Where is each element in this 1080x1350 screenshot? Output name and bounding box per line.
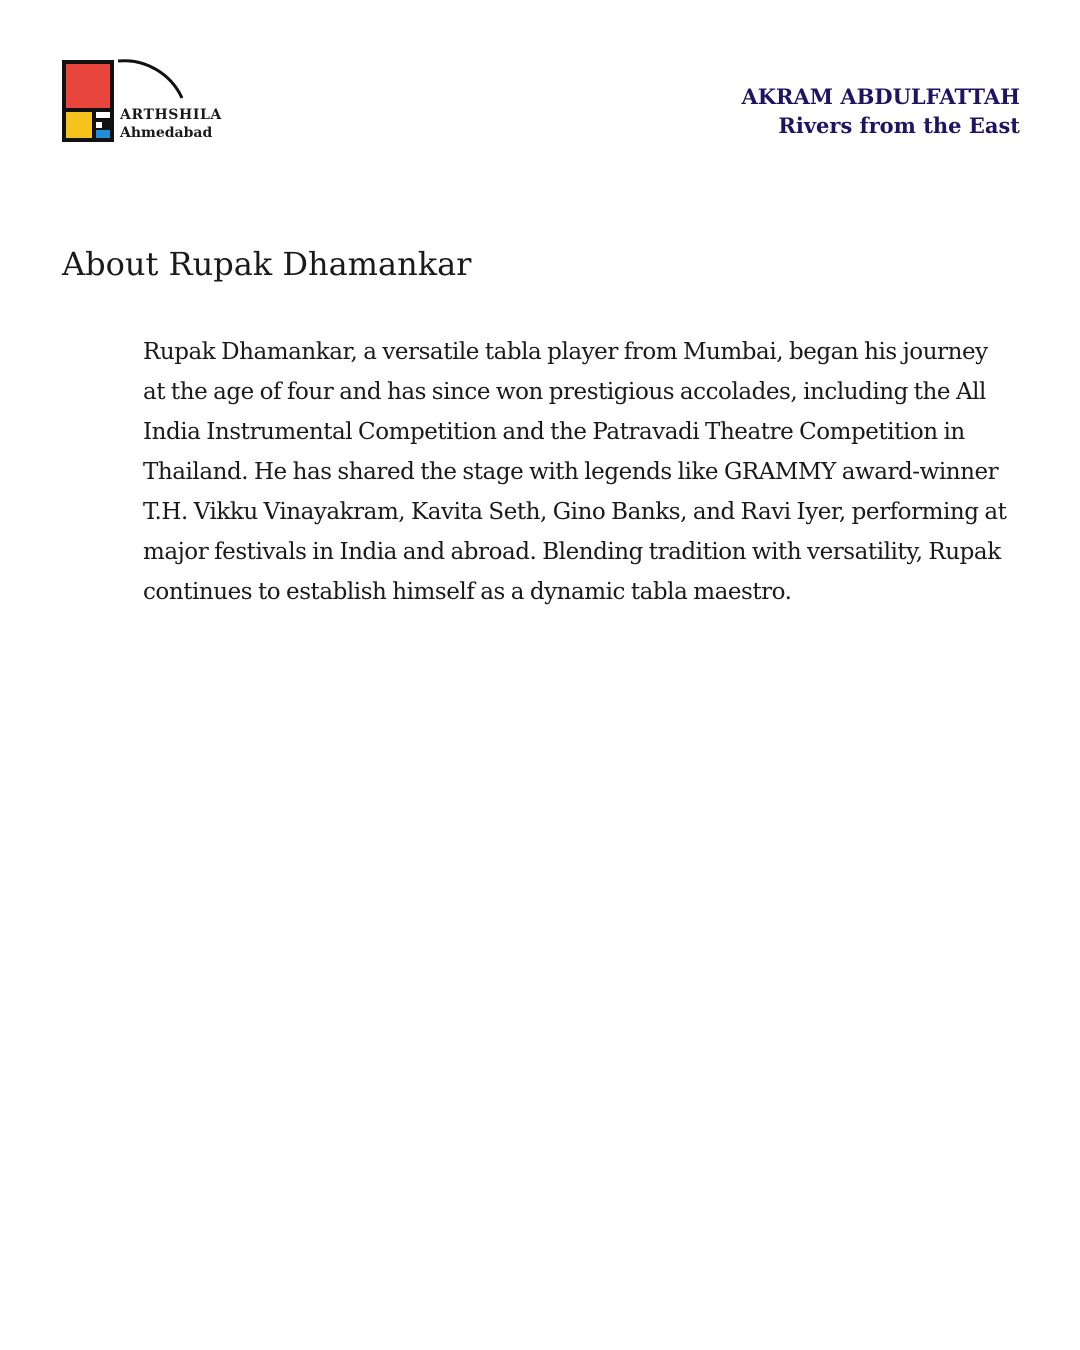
brand-name: ARTHSHILA: [120, 107, 222, 123]
brand-city: Ahmedabad: [120, 125, 213, 141]
bio-paragraph: Rupak Dhamankar, a versatile tabla player from Mumbai, began his journey at the age of four and has since won prestigious accolades, including the All India Instrumental Competition and the Patravadi Theatre Competition in Thailand. He has shared the stage with legends like GRAMMY award-winner T.H. Vikku Vinayakram, Kavita Seth, Gino Banks, and Ravi Iyer, performing at major festivals in India and abroad. Blending tradition with versatility, Rupak continues to establish himself as a dynamic tabla maestro.: [143, 339, 1007, 605]
exhibition-header: [742, 82, 1021, 140]
arthshila-logo: [62, 58, 232, 144]
artist-name: AKRAM ABDULFATTAH: [741, 84, 1020, 109]
exhibition-title: Rivers from the East: [778, 113, 1020, 138]
page-title: About Rupak Dhamankar: [62, 245, 472, 283]
logo-text: [120, 106, 222, 142]
